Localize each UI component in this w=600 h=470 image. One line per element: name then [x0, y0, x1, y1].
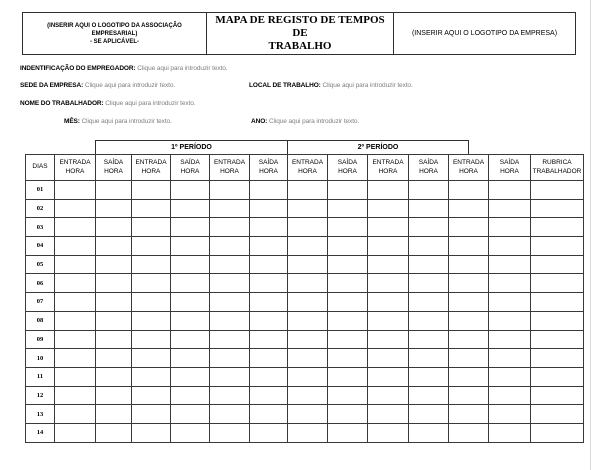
time-cell[interactable]	[409, 293, 449, 312]
column-header-row	[26, 155, 584, 181]
day-cell: 12	[26, 386, 55, 405]
day-cell: 07	[26, 293, 55, 312]
time-cell[interactable]	[489, 293, 531, 312]
time-cell[interactable]	[210, 274, 250, 293]
time-cell[interactable]	[171, 311, 210, 330]
signature-cell[interactable]	[531, 199, 584, 218]
time-cell[interactable]	[171, 386, 210, 405]
time-cell[interactable]	[96, 181, 132, 200]
table-row	[26, 311, 584, 330]
table-row	[26, 255, 584, 274]
time-cell[interactable]	[210, 405, 250, 424]
document-title-box	[206, 12, 394, 55]
time-cell[interactable]	[132, 181, 171, 200]
table-row	[26, 330, 584, 349]
time-cell[interactable]	[368, 181, 409, 200]
signature-cell[interactable]	[531, 386, 584, 405]
day-cell: 13	[26, 405, 55, 424]
time-cell[interactable]	[210, 311, 250, 330]
time-cell[interactable]	[288, 311, 328, 330]
time-cell[interactable]	[55, 218, 96, 237]
column-header-dias: DIAS	[26, 155, 55, 181]
time-cell[interactable]	[288, 237, 328, 256]
time-cell[interactable]	[288, 181, 328, 200]
period-header-row	[95, 140, 469, 155]
time-cell[interactable]	[288, 367, 328, 386]
time-cell[interactable]	[250, 237, 288, 256]
time-cell[interactable]	[210, 386, 250, 405]
time-cell[interactable]	[210, 237, 250, 256]
time-cell[interactable]	[132, 237, 171, 256]
day-cell: 08	[26, 311, 55, 330]
table-row	[26, 181, 584, 200]
day-cell: 14	[26, 423, 55, 442]
time-cell[interactable]	[250, 330, 288, 349]
work-location-field-row	[249, 82, 413, 90]
time-cell[interactable]	[132, 405, 171, 424]
time-cell[interactable]	[288, 199, 328, 218]
column-header: ENTRADA HORA	[368, 155, 409, 181]
column-header: ENTRADA HORA	[210, 155, 250, 181]
time-cell[interactable]	[171, 218, 210, 237]
column-header: SAÍDA HORA	[96, 155, 132, 181]
time-cell[interactable]	[288, 255, 328, 274]
time-cell[interactable]	[250, 311, 288, 330]
time-cell[interactable]	[250, 293, 288, 312]
time-cell[interactable]	[409, 311, 449, 330]
time-cell[interactable]	[409, 349, 449, 368]
time-cell[interactable]	[449, 423, 489, 442]
time-cell[interactable]	[449, 330, 489, 349]
time-cell[interactable]	[368, 237, 409, 256]
table-row	[26, 349, 584, 368]
time-cell[interactable]	[171, 330, 210, 349]
year-placeholder[interactable]: Clique aqui para introduzir texto.	[268, 118, 360, 125]
association-logo-line2: - SE APLICÁVEL-	[89, 38, 140, 45]
signature-cell[interactable]	[531, 218, 584, 237]
time-cell[interactable]	[171, 181, 210, 200]
time-cell[interactable]	[250, 405, 288, 424]
time-cell[interactable]	[449, 218, 489, 237]
column-header: SAÍDA HORA	[171, 155, 210, 181]
time-cell[interactable]	[210, 423, 250, 442]
time-cell[interactable]	[132, 386, 171, 405]
time-cell[interactable]	[96, 218, 132, 237]
time-cell[interactable]	[409, 367, 449, 386]
time-cell[interactable]	[449, 349, 489, 368]
time-cell[interactable]	[288, 218, 328, 237]
signature-cell[interactable]	[531, 237, 584, 256]
time-cell[interactable]	[250, 255, 288, 274]
time-cell[interactable]	[328, 330, 368, 349]
signature-cell[interactable]	[531, 405, 584, 424]
time-cell[interactable]	[368, 423, 409, 442]
time-cell[interactable]	[210, 367, 250, 386]
timesheet-table	[25, 154, 584, 443]
month-placeholder[interactable]: Clique aqui para introduzir texto.	[81, 118, 172, 125]
time-cell[interactable]	[368, 218, 409, 237]
time-cell[interactable]	[55, 274, 96, 293]
time-cell[interactable]	[171, 405, 210, 424]
time-cell[interactable]	[489, 367, 531, 386]
day-cell: 04	[26, 237, 55, 256]
day-cell: 01	[26, 181, 55, 200]
time-cell[interactable]	[132, 218, 171, 237]
time-cell[interactable]	[449, 405, 489, 424]
time-cell[interactable]	[55, 367, 96, 386]
time-cell[interactable]	[210, 181, 250, 200]
time-cell[interactable]	[449, 293, 489, 312]
time-cell[interactable]	[210, 218, 250, 237]
time-cell[interactable]	[250, 181, 288, 200]
time-cell[interactable]	[132, 349, 171, 368]
table-row	[26, 423, 584, 442]
company-logo-placeholder[interactable]	[393, 12, 576, 55]
column-header: SAÍDA HORA	[250, 155, 288, 181]
table-row	[26, 367, 584, 386]
page-edge-divider	[590, 0, 591, 470]
signature-cell[interactable]	[531, 367, 584, 386]
signature-cell[interactable]	[531, 423, 584, 442]
time-cell[interactable]	[288, 405, 328, 424]
time-cell[interactable]	[368, 274, 409, 293]
time-cell[interactable]	[96, 423, 132, 442]
time-cell[interactable]	[96, 199, 132, 218]
time-cell[interactable]	[328, 274, 368, 293]
day-cell: 11	[26, 367, 55, 386]
time-cell[interactable]	[250, 199, 288, 218]
day-cell: 09	[26, 330, 55, 349]
column-header: ENTRADA HORA	[449, 155, 489, 181]
time-cell[interactable]	[250, 349, 288, 368]
time-cell[interactable]	[55, 237, 96, 256]
time-cell[interactable]	[55, 405, 96, 424]
time-cell[interactable]	[489, 274, 531, 293]
time-cell[interactable]	[96, 386, 132, 405]
time-cell[interactable]	[288, 274, 328, 293]
time-cell[interactable]	[55, 423, 96, 442]
time-cell[interactable]	[132, 199, 171, 218]
timesheet-head	[26, 155, 584, 181]
timesheet-body	[26, 181, 584, 443]
time-cell[interactable]	[171, 423, 210, 442]
signature-cell[interactable]	[531, 311, 584, 330]
column-header: ENTRADA HORA	[132, 155, 171, 181]
signature-cell[interactable]	[531, 274, 584, 293]
year-label: ANO:	[251, 118, 268, 125]
time-cell[interactable]	[328, 349, 368, 368]
time-cell[interactable]	[368, 330, 409, 349]
time-cell[interactable]	[250, 367, 288, 386]
time-cell[interactable]	[449, 367, 489, 386]
time-cell[interactable]	[96, 237, 132, 256]
day-cell: 06	[26, 274, 55, 293]
period-2-header: 2º PERÍODO	[287, 140, 469, 155]
time-cell[interactable]	[210, 330, 250, 349]
time-cell[interactable]	[250, 218, 288, 237]
time-cell[interactable]	[368, 367, 409, 386]
time-cell[interactable]	[368, 386, 409, 405]
column-header-rubrica: RUBRICA TRABALHADOR	[531, 155, 584, 181]
company-address-label: SEDE DA EMPRESA:	[20, 82, 84, 89]
time-cell[interactable]	[55, 311, 96, 330]
period-1-header: 1º PERÍODO	[95, 140, 288, 155]
time-cell[interactable]	[328, 237, 368, 256]
employer-field-row	[20, 65, 227, 73]
time-cell[interactable]	[449, 255, 489, 274]
document-title-line1: MAPA DE REGISTO DE TEMPOS DE	[215, 14, 385, 39]
time-cell[interactable]	[409, 255, 449, 274]
month-field-row	[64, 118, 172, 126]
day-cell: 10	[26, 349, 55, 368]
time-cell[interactable]	[132, 330, 171, 349]
time-cell[interactable]	[210, 199, 250, 218]
time-cell[interactable]	[368, 255, 409, 274]
employer-label: INDENTIFICAÇÃO DO EMPREGADOR:	[20, 65, 136, 72]
time-cell[interactable]	[96, 293, 132, 312]
time-cell[interactable]	[449, 386, 489, 405]
column-header: ENTRADA HORA	[288, 155, 328, 181]
time-cell[interactable]	[55, 293, 96, 312]
time-cell[interactable]	[171, 349, 210, 368]
time-cell[interactable]	[409, 423, 449, 442]
time-cell[interactable]	[368, 349, 409, 368]
company-logo-text: (INSERIR AQUI O LOGOTIPO DA EMPRESA)	[411, 29, 558, 37]
time-cell[interactable]	[328, 293, 368, 312]
time-cell[interactable]	[171, 274, 210, 293]
time-cell[interactable]	[449, 181, 489, 200]
time-cell[interactable]	[132, 311, 171, 330]
time-cell[interactable]	[171, 199, 210, 218]
time-cell[interactable]	[409, 237, 449, 256]
time-cell[interactable]	[328, 218, 368, 237]
signature-cell[interactable]	[531, 293, 584, 312]
time-cell[interactable]	[96, 349, 132, 368]
signature-cell[interactable]	[531, 181, 584, 200]
time-cell[interactable]	[132, 367, 171, 386]
time-cell[interactable]	[132, 274, 171, 293]
worker-name-placeholder[interactable]: Clique aqui para introduzir texto.	[105, 100, 196, 107]
time-cell[interactable]	[328, 255, 368, 274]
time-cell[interactable]	[288, 293, 328, 312]
time-cell[interactable]	[250, 274, 288, 293]
time-cell[interactable]	[132, 255, 171, 274]
time-cell[interactable]	[132, 293, 171, 312]
association-logo-line1: (INSERIR AQUI O LOGOTIPO DA ASSOCIAÇÃO EMPRESARIAL)	[47, 22, 182, 37]
column-header: SAÍDA HORA	[328, 155, 368, 181]
time-cell[interactable]	[328, 311, 368, 330]
time-cell[interactable]	[368, 311, 409, 330]
time-cell[interactable]	[489, 330, 531, 349]
time-cell[interactable]	[55, 330, 96, 349]
time-cell[interactable]	[55, 199, 96, 218]
time-cell[interactable]	[328, 367, 368, 386]
time-cell[interactable]	[489, 311, 531, 330]
association-logo-placeholder[interactable]	[22, 12, 207, 55]
time-cell[interactable]	[171, 293, 210, 312]
time-cell[interactable]	[288, 349, 328, 368]
time-cell[interactable]	[489, 423, 531, 442]
time-cell[interactable]	[368, 405, 409, 424]
time-cell[interactable]	[96, 311, 132, 330]
time-cell[interactable]	[489, 386, 531, 405]
time-cell[interactable]	[96, 367, 132, 386]
document-title-line2: TRABALHO	[268, 40, 332, 52]
time-cell[interactable]	[96, 255, 132, 274]
work-location-placeholder[interactable]: Clique aqui para introduzir texto.	[322, 82, 413, 89]
time-cell[interactable]	[449, 237, 489, 256]
signature-cell[interactable]	[531, 330, 584, 349]
year-field-row	[251, 118, 359, 126]
column-header: ENTRADA HORA	[55, 155, 96, 181]
day-cell: 02	[26, 199, 55, 218]
time-cell[interactable]	[328, 405, 368, 424]
time-cell[interactable]	[210, 255, 250, 274]
time-cell[interactable]	[210, 349, 250, 368]
table-row	[26, 274, 584, 293]
table-row	[26, 237, 584, 256]
time-cell[interactable]	[409, 218, 449, 237]
document-header	[22, 12, 576, 55]
time-cell[interactable]	[328, 386, 368, 405]
column-header: SAÍDA HORA	[489, 155, 531, 181]
time-cell[interactable]	[409, 330, 449, 349]
signature-cell[interactable]	[531, 349, 584, 368]
day-cell: 03	[26, 218, 55, 237]
time-cell[interactable]	[449, 311, 489, 330]
employer-placeholder[interactable]: Clique aqui para introduzir texto.	[137, 65, 228, 72]
company-address-placeholder[interactable]: Clique aqui para introduzir texto.	[84, 82, 176, 89]
time-cell[interactable]	[328, 199, 368, 218]
time-cell[interactable]	[489, 181, 531, 200]
time-cell[interactable]	[409, 386, 449, 405]
time-cell[interactable]	[250, 386, 288, 405]
time-cell[interactable]	[409, 199, 449, 218]
time-cell[interactable]	[368, 199, 409, 218]
work-location-label: LOCAL DE TRABALHO:	[249, 82, 321, 89]
time-cell[interactable]	[288, 423, 328, 442]
company-address-field-row	[20, 82, 175, 90]
time-cell[interactable]	[171, 367, 210, 386]
time-cell[interactable]	[489, 255, 531, 274]
table-row	[26, 386, 584, 405]
time-cell[interactable]	[328, 423, 368, 442]
time-cell[interactable]	[489, 199, 531, 218]
time-cell[interactable]	[489, 218, 531, 237]
time-cell[interactable]	[489, 237, 531, 256]
time-cell[interactable]	[132, 423, 171, 442]
time-cell[interactable]	[489, 349, 531, 368]
time-cell[interactable]	[409, 405, 449, 424]
time-cell[interactable]	[409, 181, 449, 200]
time-cell[interactable]	[210, 293, 250, 312]
time-cell[interactable]	[250, 423, 288, 442]
time-cell[interactable]	[368, 293, 409, 312]
time-cell[interactable]	[55, 181, 96, 200]
month-label: MÊS:	[64, 118, 80, 125]
time-cell[interactable]	[409, 274, 449, 293]
column-header: SAÍDA HORA	[409, 155, 449, 181]
day-cell: 05	[26, 255, 55, 274]
time-cell[interactable]	[55, 386, 96, 405]
time-cell[interactable]	[449, 274, 489, 293]
time-cell[interactable]	[55, 349, 96, 368]
table-row	[26, 405, 584, 424]
time-cell[interactable]	[171, 237, 210, 256]
time-cell[interactable]	[96, 274, 132, 293]
time-cell[interactable]	[288, 330, 328, 349]
time-cell[interactable]	[449, 199, 489, 218]
time-cell[interactable]	[489, 405, 531, 424]
worker-name-label: NOME DO TRABALHADOR:	[20, 100, 104, 107]
time-cell[interactable]	[288, 386, 328, 405]
worker-name-field-row	[20, 100, 195, 108]
time-cell[interactable]	[171, 255, 210, 274]
time-cell[interactable]	[55, 255, 96, 274]
time-cell[interactable]	[328, 181, 368, 200]
time-cell[interactable]	[96, 405, 132, 424]
table-row	[26, 199, 584, 218]
table-row	[26, 293, 584, 312]
table-row	[26, 218, 584, 237]
time-cell[interactable]	[96, 330, 132, 349]
signature-cell[interactable]	[531, 255, 584, 274]
